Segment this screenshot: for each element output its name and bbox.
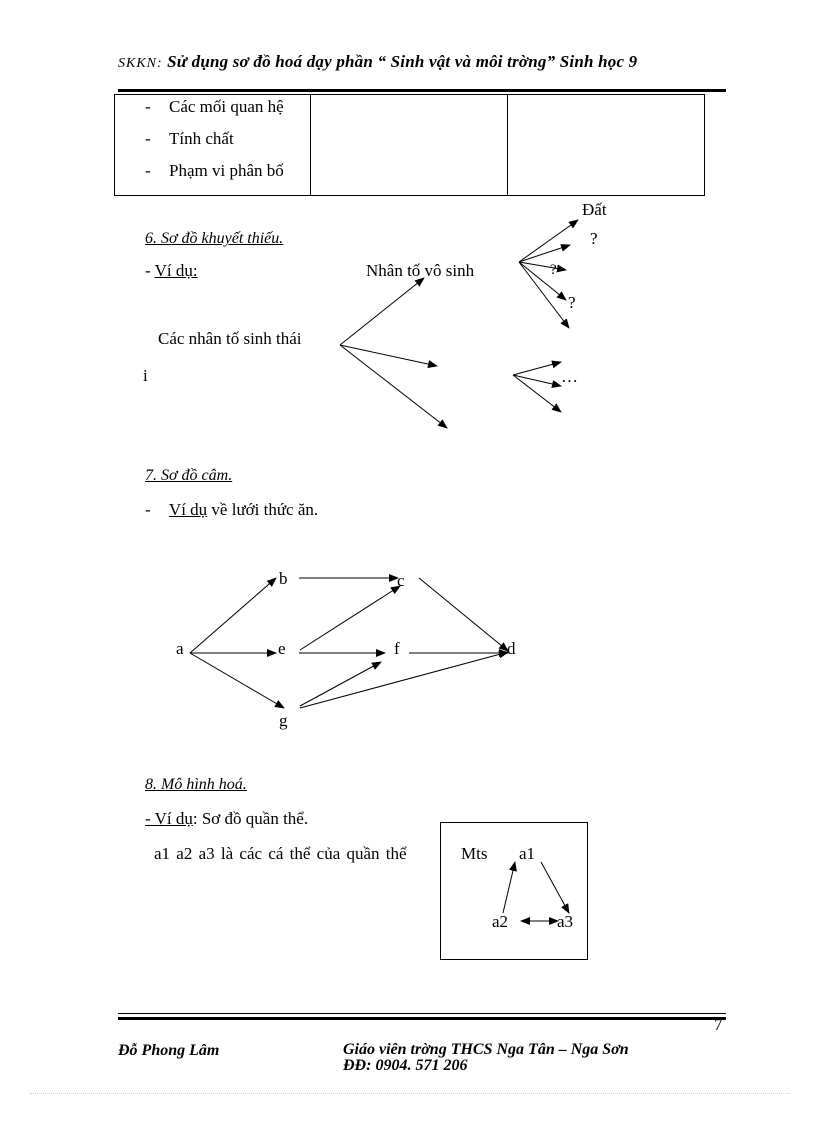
node-b: b — [279, 569, 288, 588]
school-name: Giáo viên trờng THCS Nga Tân – Nga Sơn — [343, 1041, 629, 1058]
arrow-e-c — [300, 586, 400, 650]
section8-title: 8. Mô hình hoá. — [145, 776, 247, 793]
arrow-to-bottom — [340, 345, 447, 428]
arrow-a-b — [190, 578, 276, 653]
individual-a3: a3 — [557, 912, 574, 931]
phone-number: ĐĐ: 0904. 571 206 — [343, 1057, 468, 1074]
node-f: f — [394, 639, 400, 658]
arrow-fan-2 — [519, 245, 570, 262]
ecological-factors-label: Các nhân tố sinh thái — [158, 329, 302, 348]
arrow-to-abiotic — [340, 278, 424, 345]
node-c: c — [397, 571, 405, 590]
individual-a2: a2 — [492, 912, 509, 931]
arrow-fan-4 — [519, 262, 566, 300]
arrow-fan-3 — [519, 262, 566, 270]
arrow-g-f — [300, 662, 381, 706]
arrow-to-middle — [340, 345, 437, 366]
soil-label: Đất — [582, 200, 607, 219]
arrow-a2-a1 — [503, 862, 515, 913]
unknown-label-3: ? — [568, 293, 576, 312]
arrow-a1-a3 — [541, 862, 569, 913]
arrow-fan-5 — [519, 262, 569, 328]
header-prefix: SKKN: — [118, 56, 163, 71]
stray-letter: i — [143, 366, 148, 385]
example-label: - Ví dụ — [145, 809, 193, 828]
node-e: e — [278, 639, 286, 658]
footer-rule-thick — [118, 1017, 726, 1020]
row-label: Các mối quan hệ — [169, 97, 284, 116]
section6-title: 6. Sơ đồ khuyết thiếu. — [145, 230, 284, 247]
example-label: Ví dụ — [168, 500, 208, 519]
arrow-c-d — [419, 578, 508, 651]
example-prefix: - — [145, 261, 155, 280]
node-a: a — [176, 639, 184, 658]
example-label: Ví dụ: — [154, 261, 198, 280]
individual-a1: a1 — [519, 844, 536, 863]
row-label: Tính chất — [169, 129, 234, 148]
mts-label: Mts — [461, 844, 488, 863]
author-name: Đỗ Phong Lâm — [118, 1042, 220, 1059]
example-rest: : Sơ đồ quần thể. — [192, 809, 309, 828]
row-dash: - — [145, 97, 151, 116]
row-label: Phạm vi phân bố — [169, 161, 284, 180]
ellipsis-label: … — [561, 367, 578, 386]
node-g: g — [279, 711, 288, 730]
population-description: a1 a2 a3 là các cá thể của quần thể — [154, 844, 407, 863]
school-info — [343, 1042, 629, 1074]
arrow-to-soil — [519, 220, 578, 262]
arrow-a-g — [190, 653, 284, 708]
abiotic-label: Nhân tố vô sinh — [366, 261, 475, 280]
page-number: 7 — [714, 1015, 723, 1034]
row-dash: - — [145, 161, 151, 180]
example-rest: về lưới thức ăn. — [207, 500, 319, 519]
example-dash: - — [145, 500, 151, 519]
row-dash: - — [145, 129, 151, 148]
header-title: Sử dụng sơ đồ hoá dạy phần “ Sinh vật và môi trờng” Sinh học 9 — [167, 52, 638, 71]
section7-title: 7. Sơ đồ câm. — [145, 467, 233, 484]
unknown-label-2: ? — [550, 262, 557, 278]
arrow-g-d — [300, 652, 508, 708]
arrow-lower-1 — [513, 362, 561, 375]
unknown-label-1: ? — [590, 229, 598, 248]
bottom-dotted-line — [30, 1093, 790, 1094]
footer-rule-thin — [118, 1013, 726, 1014]
node-d: d — [507, 639, 516, 658]
